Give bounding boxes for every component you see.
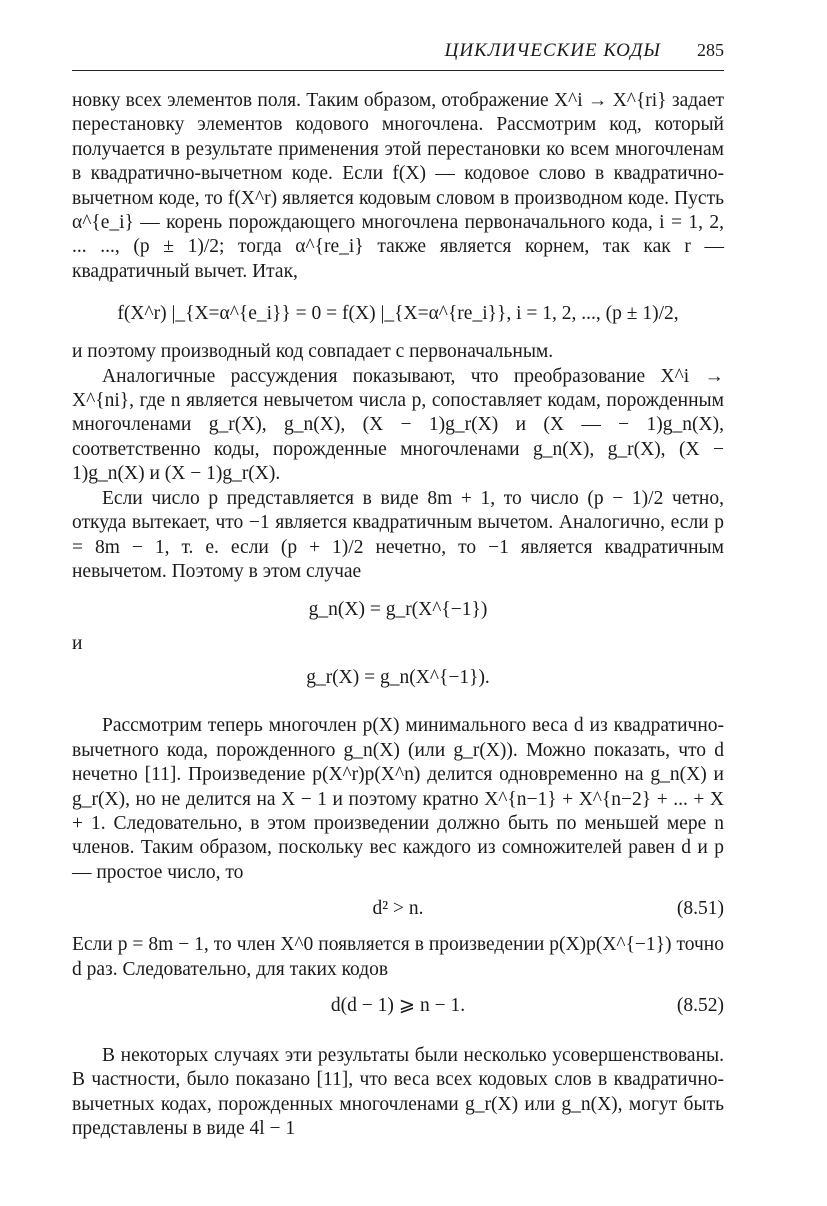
conjunction-and: и (72, 633, 83, 655)
equation-8-51 (72, 897, 724, 921)
equation-3-text: g_r(X) = g_n(X^{−1}). (306, 667, 490, 689)
paragraph-6: Если p = 8m − 1, то член X^0 появляется в произведении p(X)p(X^{−1}) точно d раз. Следовательно, для таких кодов (72, 934, 724, 980)
page-number: 285 (697, 40, 724, 60)
equation-8-51-number: (8.51) (676, 898, 724, 920)
paragraph-3: Аналогичные рассуждения показывают, что преобразование X^i → X^{ni}, где n является невычетом числа p, сопоставляет кодам, порожденным многочленами g_r(X), g_n(X), (X − 1)g_r(X) и (X — − 1)g_n(X), соответственно коды, порожденные многочленами g_n(X), g_r(X), (X − 1)g_n(X) и (X − 1)g_r(X). (72, 365, 724, 485)
equation-8-52-text: d(d − 1) ⩾ n − 1. (330, 994, 466, 1016)
paragraph-4: Если число p представляется в виде 8m + 1, то число (p − 1)/2 четно, откуда вытекает, что −1 является квадратичным вычетом. Аналогично, если p = 8m − 1, т. е. если (p + 1)/2 нечетно, то −1 является квадратичным невычетом. Поэтому в этом случае (72, 487, 724, 582)
equation-2 (72, 598, 724, 622)
paragraph-2: и поэтому производный код совпадает с первоначальным. (72, 341, 554, 363)
equation-1-text: f(X^r) |_{X=α^{e_i}} = 0 = f(X) |_{X=α^{re_i}}, i = 1, 2, ..., (p ± 1)/2, (117, 303, 679, 325)
equation-8-52 (72, 994, 724, 1018)
header-rule (72, 70, 724, 71)
equation-8-52-number: (8.52) (676, 994, 724, 1016)
running-head-title: ЦИКЛИЧЕСКИЕ КОДЫ (444, 40, 661, 61)
equation-1 (72, 302, 724, 326)
equation-8-51-text: d² > n. (372, 898, 424, 920)
paragraph-1: новку всех элементов поля. Таким образом, отображение X^i → X^{ri} задает перестановку элементов кодового многочлена. Рассмотрим код, который получается в результате применения этой перестановки ко всем многочленам в квадратично-вычетном коде. Если f(X) — кодовое слово в квадратично-вычетном коде, то f(X^r) является кодовым словом в производном коде. Пусть α^{e_i} — корень порождающего многочлена первоначального кода, i = 1, 2, ... ..., (p ± 1)/2; тогда α^{re_i} также является корнем, так как r — квадратичный вычет. Итак, (72, 90, 724, 282)
paragraph-5: Рассмотрим теперь многочлен p(X) минимального веса d из квадратично-вычетного кода, порожденного g_n(X) (или g_r(X)). Можно показать, что d нечетно [11]. Произведение p(X^r)p(X^n) делится одновременно на g_n(X) и g_r(X), но не делится на X − 1 и поэтому кратно X^{n−1} + X^{n−2} + ... + X + 1. Следовательно, в этом произведении должно быть по меньшей мере n членов. Таким образом, поскольку вес каждого из сомножителей равен d и p — простое число, то (72, 715, 724, 883)
running-head (72, 40, 724, 70)
equation-3 (72, 666, 724, 690)
book-page (72, 40, 724, 1142)
equation-2-text: g_n(X) = g_r(X^{−1}) (308, 599, 488, 621)
paragraph-7: В некоторых случаях эти результаты были несколько усовершенствованы. В частности, было показано [11], что веса всех кодовых слов в квадратично-вычетных кодах, порожденных многочленами g_r(X) или g_n(X), могут быть представлены в виде 4l − 1 (72, 1044, 724, 1140)
